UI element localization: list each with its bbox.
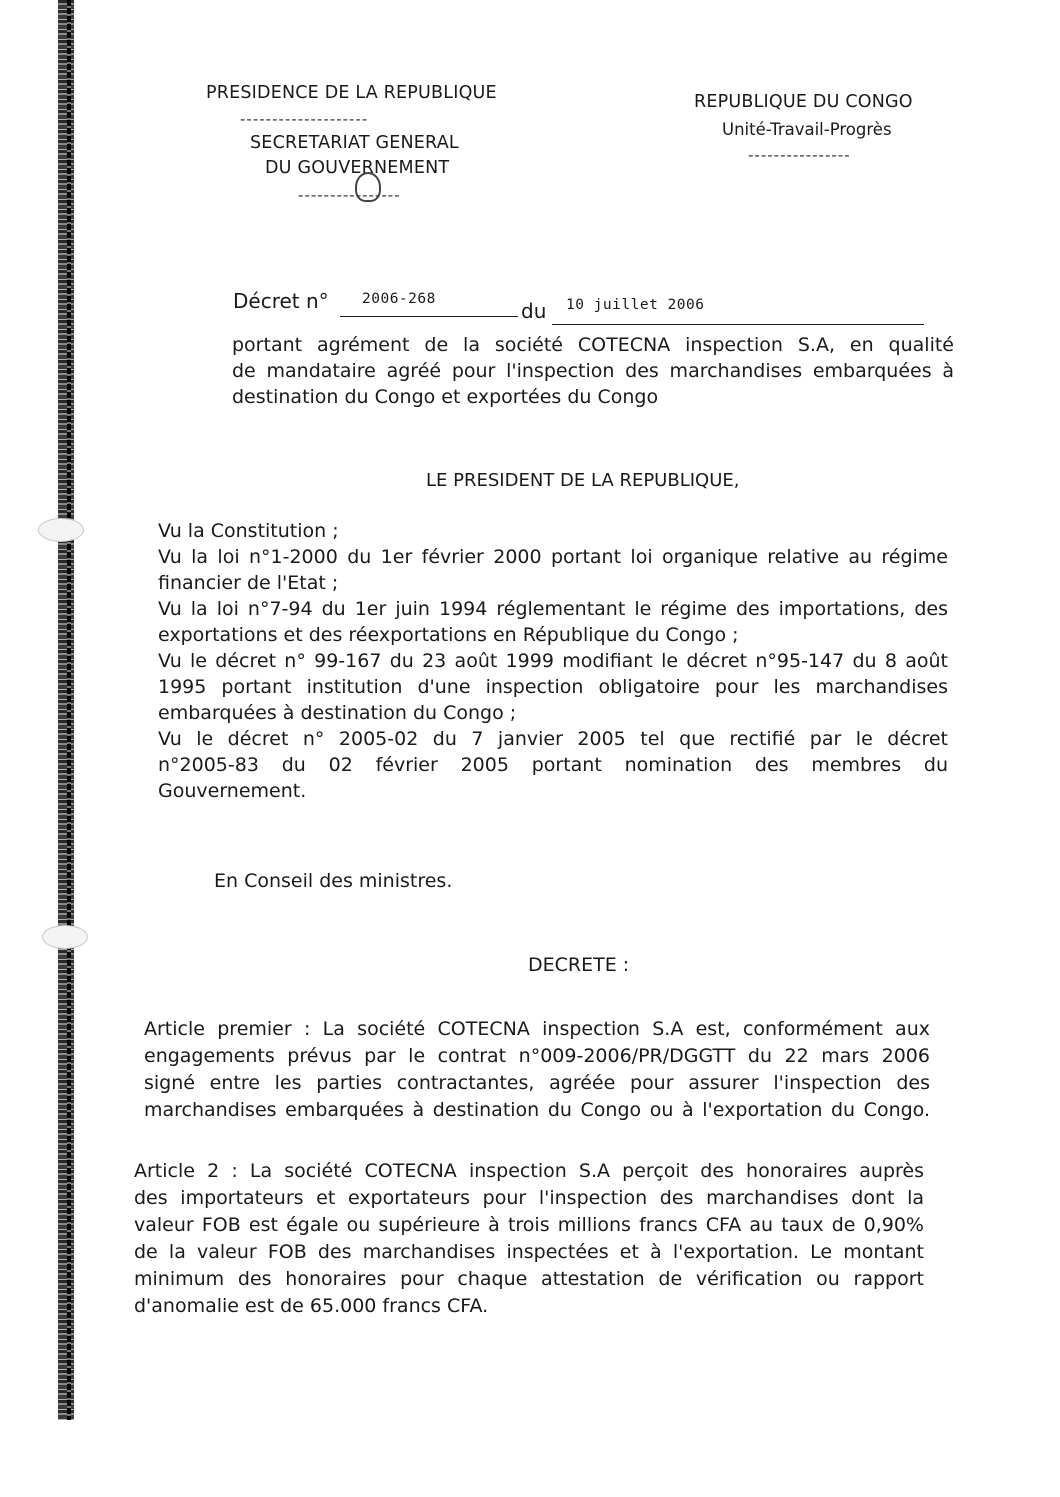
gouvernement-label: DU GOUVERNEMENT: [265, 158, 450, 178]
visa-line: Vu le décret n° 99-167 du 23 août 1999 modifiant le décret n°95-147 du 8 août: [158, 650, 948, 672]
decree-title-line: de mandataire agréé pour l'inspection des marchandises embarquées à: [232, 360, 954, 382]
republique-label: REPUBLIQUE DU CONGO: [694, 92, 913, 112]
visa-line: embarquées à destination du Congo ;: [158, 702, 517, 724]
decree-title: [232, 332, 954, 410]
header-left-dash-2: ----------------: [298, 186, 401, 204]
article-1: [144, 1016, 930, 1124]
du-label: du: [521, 299, 547, 323]
binding-strip-inner: [67, 0, 71, 1420]
header-left-dash-1: --------------------: [240, 110, 369, 128]
visa-line: Vu le décret n° 2005-02 du 7 janvier 2005 tel que rectifié par le décret: [158, 728, 948, 750]
article-1-line: Article premier : La société COTECNA inspection S.A est, conformément aux: [144, 1018, 930, 1040]
decree-date: 10 juillet 2006: [566, 297, 705, 313]
visa-line: n°2005-83 du 02 février 2005 portant nomination des membres du: [158, 754, 948, 776]
decree-number-underline: [340, 316, 518, 317]
article-1-line: marchandises embarquées à destination du Congo ou à l'exportation du Congo.: [144, 1099, 930, 1121]
visa-line: 1995 portant institution d'une inspection obligatoire pour les marchandises: [158, 676, 948, 698]
decree-title-line: destination du Congo et exportées du Congo: [232, 386, 659, 408]
article-2-line: des importateurs et exportateurs pour l'inspection des marchandises dont la: [134, 1187, 924, 1209]
punch-hole: [38, 518, 84, 542]
visa-line: financier de l'Etat ;: [158, 572, 339, 594]
article-1-line: signé entre les parties contractantes, agréée pour assurer l'inspection des: [144, 1072, 930, 1094]
punch-hole: [42, 925, 88, 949]
visa-line: Gouvernement.: [158, 780, 307, 802]
secretariat-label: SECRETARIAT GENERAL: [250, 133, 459, 153]
decree-number: 2006-268: [362, 291, 436, 307]
decrete-heading: DECRETE :: [528, 954, 630, 976]
visa-line: Vu la loi n°7-94 du 1er juin 1994 réglementant le régime des importations, des: [158, 598, 948, 620]
motto-label: Unité-Travail-Progrès: [722, 120, 892, 139]
article-2-line: valeur FOB est égale ou supérieure à trois millions francs CFA au taux de 0,90%: [134, 1214, 924, 1236]
visa-line: Vu la loi n°1-2000 du 1er février 2000 portant loi organique relative au régime: [158, 546, 948, 568]
decret-label: Décret n°: [233, 289, 329, 313]
article-2: [134, 1158, 924, 1320]
conseil-label: En Conseil des ministres.: [214, 870, 453, 892]
decree-title-line: portant agrément de la société COTECNA inspection S.A, en qualité: [232, 334, 954, 356]
president-heading: LE PRESIDENT DE LA REPUBLIQUE,: [426, 470, 740, 491]
article-2-line: Article 2 : La société COTECNA inspection S.A perçoit des honoraires auprès: [134, 1160, 924, 1182]
binding-strip: [58, 0, 74, 1420]
header-right-dash: ----------------: [748, 146, 851, 164]
article-2-line: de la valeur FOB des marchandises inspectées et à l'exportation. Le montant: [134, 1241, 924, 1263]
article-2-line: minimum des honoraires pour chaque attestation de vérification ou rapport: [134, 1268, 924, 1290]
visas-block: [158, 518, 948, 804]
visa-line: Vu la Constitution ;: [158, 520, 339, 542]
article-2-line: d'anomalie est de 65.000 francs CFA.: [134, 1295, 489, 1317]
presidence-label: PRESIDENCE DE LA REPUBLIQUE: [206, 83, 497, 103]
decree-date-underline: [552, 324, 924, 325]
article-1-line: engagements prévus par le contrat n°009-2006/PR/DGGTT du 22 mars 2006: [144, 1045, 930, 1067]
visa-line: exportations et des réexportations en République du Congo ;: [158, 624, 739, 646]
